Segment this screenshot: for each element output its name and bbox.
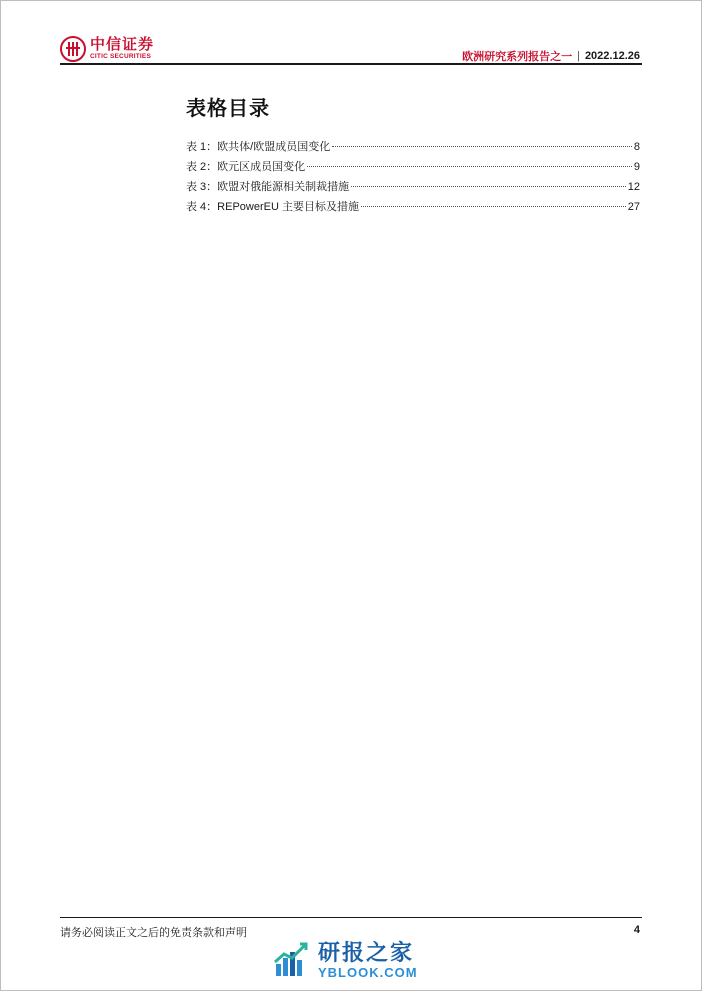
page-number: 4 [633, 924, 640, 936]
logo-en-text: CITIC SECURITIES [90, 53, 151, 60]
toc-entry-page: 8 [633, 141, 640, 153]
watermark-cn: 研报之家 [318, 939, 415, 965]
toc-entry[interactable] [186, 158, 640, 178]
report-series: 欧洲研究系列报告之一 [462, 51, 573, 63]
toc-list [186, 138, 640, 218]
disclaimer-text: 请务必阅读正文之后的免责条款和声明 [60, 927, 247, 939]
page-header [0, 0, 702, 70]
bar-chart-icon [272, 940, 312, 980]
watermark-en: YBLOOK.COM [318, 964, 418, 980]
logo-cn-text: 中信证券 [90, 36, 155, 53]
toc-title: 表格目录 [186, 98, 270, 120]
toc-entry-page: 12 [627, 181, 640, 193]
report-date: 2022.12.26 [584, 50, 640, 62]
toc-entry[interactable] [186, 178, 640, 198]
toc-entry-label: 表 3：欧盟对俄能源相关制裁措施 [186, 181, 350, 193]
toc-leader-dots [332, 146, 632, 147]
toc-entry-label: 表 1：欧共体/欧盟成员国变化 [186, 141, 331, 153]
toc-leader-dots [307, 166, 632, 167]
citic-logo [60, 36, 154, 62]
toc-entry-page: 9 [633, 161, 640, 173]
toc-entry-label: 表 2：欧元区成员国变化 [186, 161, 306, 173]
watermark [272, 940, 418, 980]
toc-entry[interactable] [186, 198, 640, 218]
citic-logo-icon [60, 36, 86, 62]
toc-entry[interactable] [186, 138, 640, 158]
toc-leader-dots [361, 206, 626, 207]
toc-entry-label: 表 4：REPowerEU 主要目标及措施 [186, 201, 359, 213]
header-divider [60, 63, 642, 65]
toc-entry-page: 27 [627, 201, 640, 213]
header-separator: | [577, 50, 580, 62]
report-meta [462, 48, 640, 64]
footer-divider [60, 917, 642, 918]
toc-leader-dots [351, 186, 626, 187]
